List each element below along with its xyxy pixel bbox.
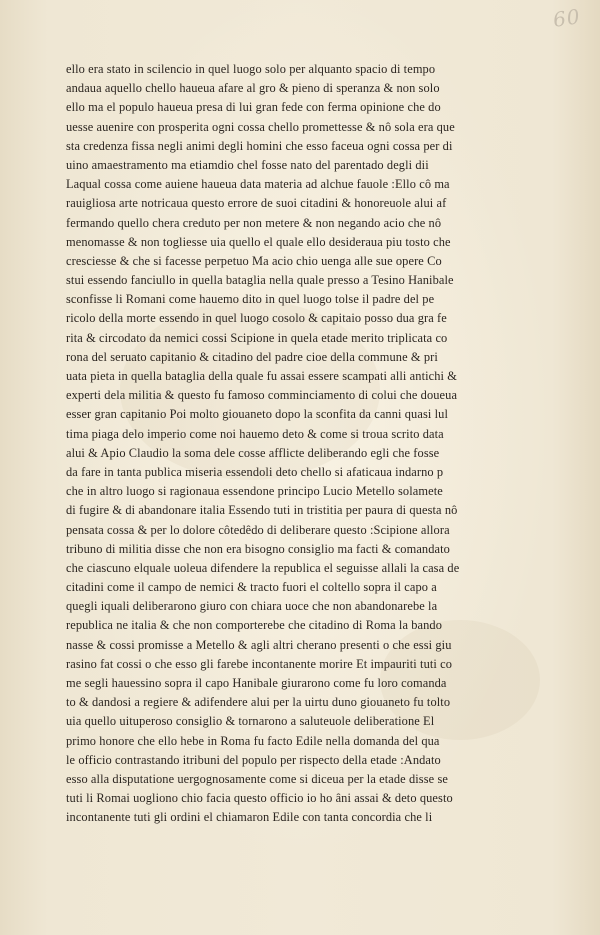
text-line: stui essendo fanciullo in quella bataglia nella quale presso a Tesino Hanibale xyxy=(66,273,454,288)
text-line: me segli hauessino sopra il capo Hanibale giurarono come fu loro comanda xyxy=(66,676,447,690)
text-line: rona del seruato capitanio & citadino del padre cioe della commune & pri xyxy=(66,349,438,364)
text-line: esser gran capitanio Poi molto giouaneto dopo la sconfita da canni quasi lul xyxy=(66,407,448,422)
text-line: incontanente tuti gli ordini el chiamaron Edile con tanta concordia che li xyxy=(66,810,433,825)
text-line: sconfisse li Romani come hauemo dito in quel luogo tolse il padre del pe xyxy=(66,292,435,307)
text-line: sta credenza fissa negli animi degli homini che esso faceua ogni cossa per di xyxy=(66,138,453,153)
text-line: andaua aquello chello haueua afare al gro & pieno di speranza & non solo xyxy=(66,81,440,96)
text-line: rita & circodato da nemici cossi Scipione in quela etade merito triplicata co xyxy=(66,330,448,345)
text-line: di fugire & di abandonare italia Essendo tuti in tristitia per paura di questa nô xyxy=(66,503,458,518)
text-line: experti dela militia & questo fu famoso comminciamento di colui che doueua xyxy=(66,388,458,403)
text-block xyxy=(66,60,486,828)
text-line: tribuno di militia disse che non era bisogno consiglio ma facti & comandato xyxy=(66,541,450,556)
text-line: fermando quello chera creduto per non metere & non negando acio che nô xyxy=(66,215,442,230)
text-line: da fare in tanta publica miseria essendoli deto chello si afaticaua indarno p xyxy=(66,464,444,479)
text-line: cresciesse & che si facesse perpetuo Ma acio chio uenga alle sue opere Co xyxy=(66,253,442,268)
text-line: Laqual cossa come auiene haueua data materia ad alchue fauole :Ello cô ma xyxy=(66,177,450,192)
text-line: uesse auenire con prosperita ogni cossa chello promettesse & nô sola era que xyxy=(66,119,455,134)
text-line: ricolo della morte essendo in quel luogo cosolo & capitaio posso dua gra fe xyxy=(66,311,447,326)
text-line: ello era stato in scilencio in quel luogo solo per alquanto spacio di tempo xyxy=(66,62,436,76)
text-line: uata pieta in quella bataglia della quale fu assai essere scampati alli antichi & xyxy=(66,369,458,383)
text-line: uino amaestramento ma etiamdio chel fosse nato del parentado degli dii xyxy=(66,157,429,172)
text-line: le officio contrastando itribuni del populo per rispecto della etade :Andato xyxy=(66,752,441,767)
text-line: esso alla disputatione uergognosamente come si diceua per la etade disse se xyxy=(66,771,448,786)
text-line: rauigliosa arte notricaua questo errore de suoi citadini & honoreuole alui af xyxy=(66,196,447,211)
text-line: alui & Apio Claudio la soma dele cosse afflicte deliberando egli che fosse xyxy=(66,445,440,460)
text-line: menomasse & non togliesse uia quello el quale ello desideraua piu tosto che xyxy=(66,234,451,249)
text-line: rasino fat cossi o che esso gli farebe incontanente morire Et impauriti tuti co xyxy=(66,656,453,671)
text-line: tima piaga delo imperio come noi hauemo deto & come si troua scrito data xyxy=(66,426,444,441)
text-line: to & dandosi a regiere & adifendere alui per la uirtu duno giouaneto fu tolto xyxy=(66,695,451,710)
text-line: primo honore che ello hebe in Roma fu facto Edile nella domanda del qua xyxy=(66,733,440,748)
text-line: uia quello uituperoso consiglio & tornarono a saluteuole deliberatione El xyxy=(66,714,435,729)
folio-number: 60 xyxy=(551,4,582,32)
text-line: che ciascuno elquale uoleua difendere la republica el seguisse allali la casa de xyxy=(66,560,460,575)
text-line: che in altro luogo si ragionaua essendone principo Lucio Metello solamete xyxy=(66,484,443,499)
text-line: tuti li Romai uogliono chio facia questo officio io ho âni assai & deto questo xyxy=(66,791,453,806)
text-line: republica ne italia & che non comporterebe che citadino di Roma la bando xyxy=(66,618,443,633)
text-line: quegli iquali deliberarono giuro con chiara uoce che non abandonarebe la xyxy=(66,599,438,614)
text-line: ello ma el populo haueua presa di lui gran fede con ferma opinione che do xyxy=(66,100,441,115)
text-line: citadini come il campo de nemici & tracto fuori el coltello sopra il capo a xyxy=(66,580,437,595)
text-line: nasse & cossi promisse a Metello & agli altri cherano presenti o che essi giu xyxy=(66,637,452,652)
text-line: pensata cossa & per lo dolore côtedêdo di deliberare questo :Scipione allora xyxy=(66,522,450,537)
